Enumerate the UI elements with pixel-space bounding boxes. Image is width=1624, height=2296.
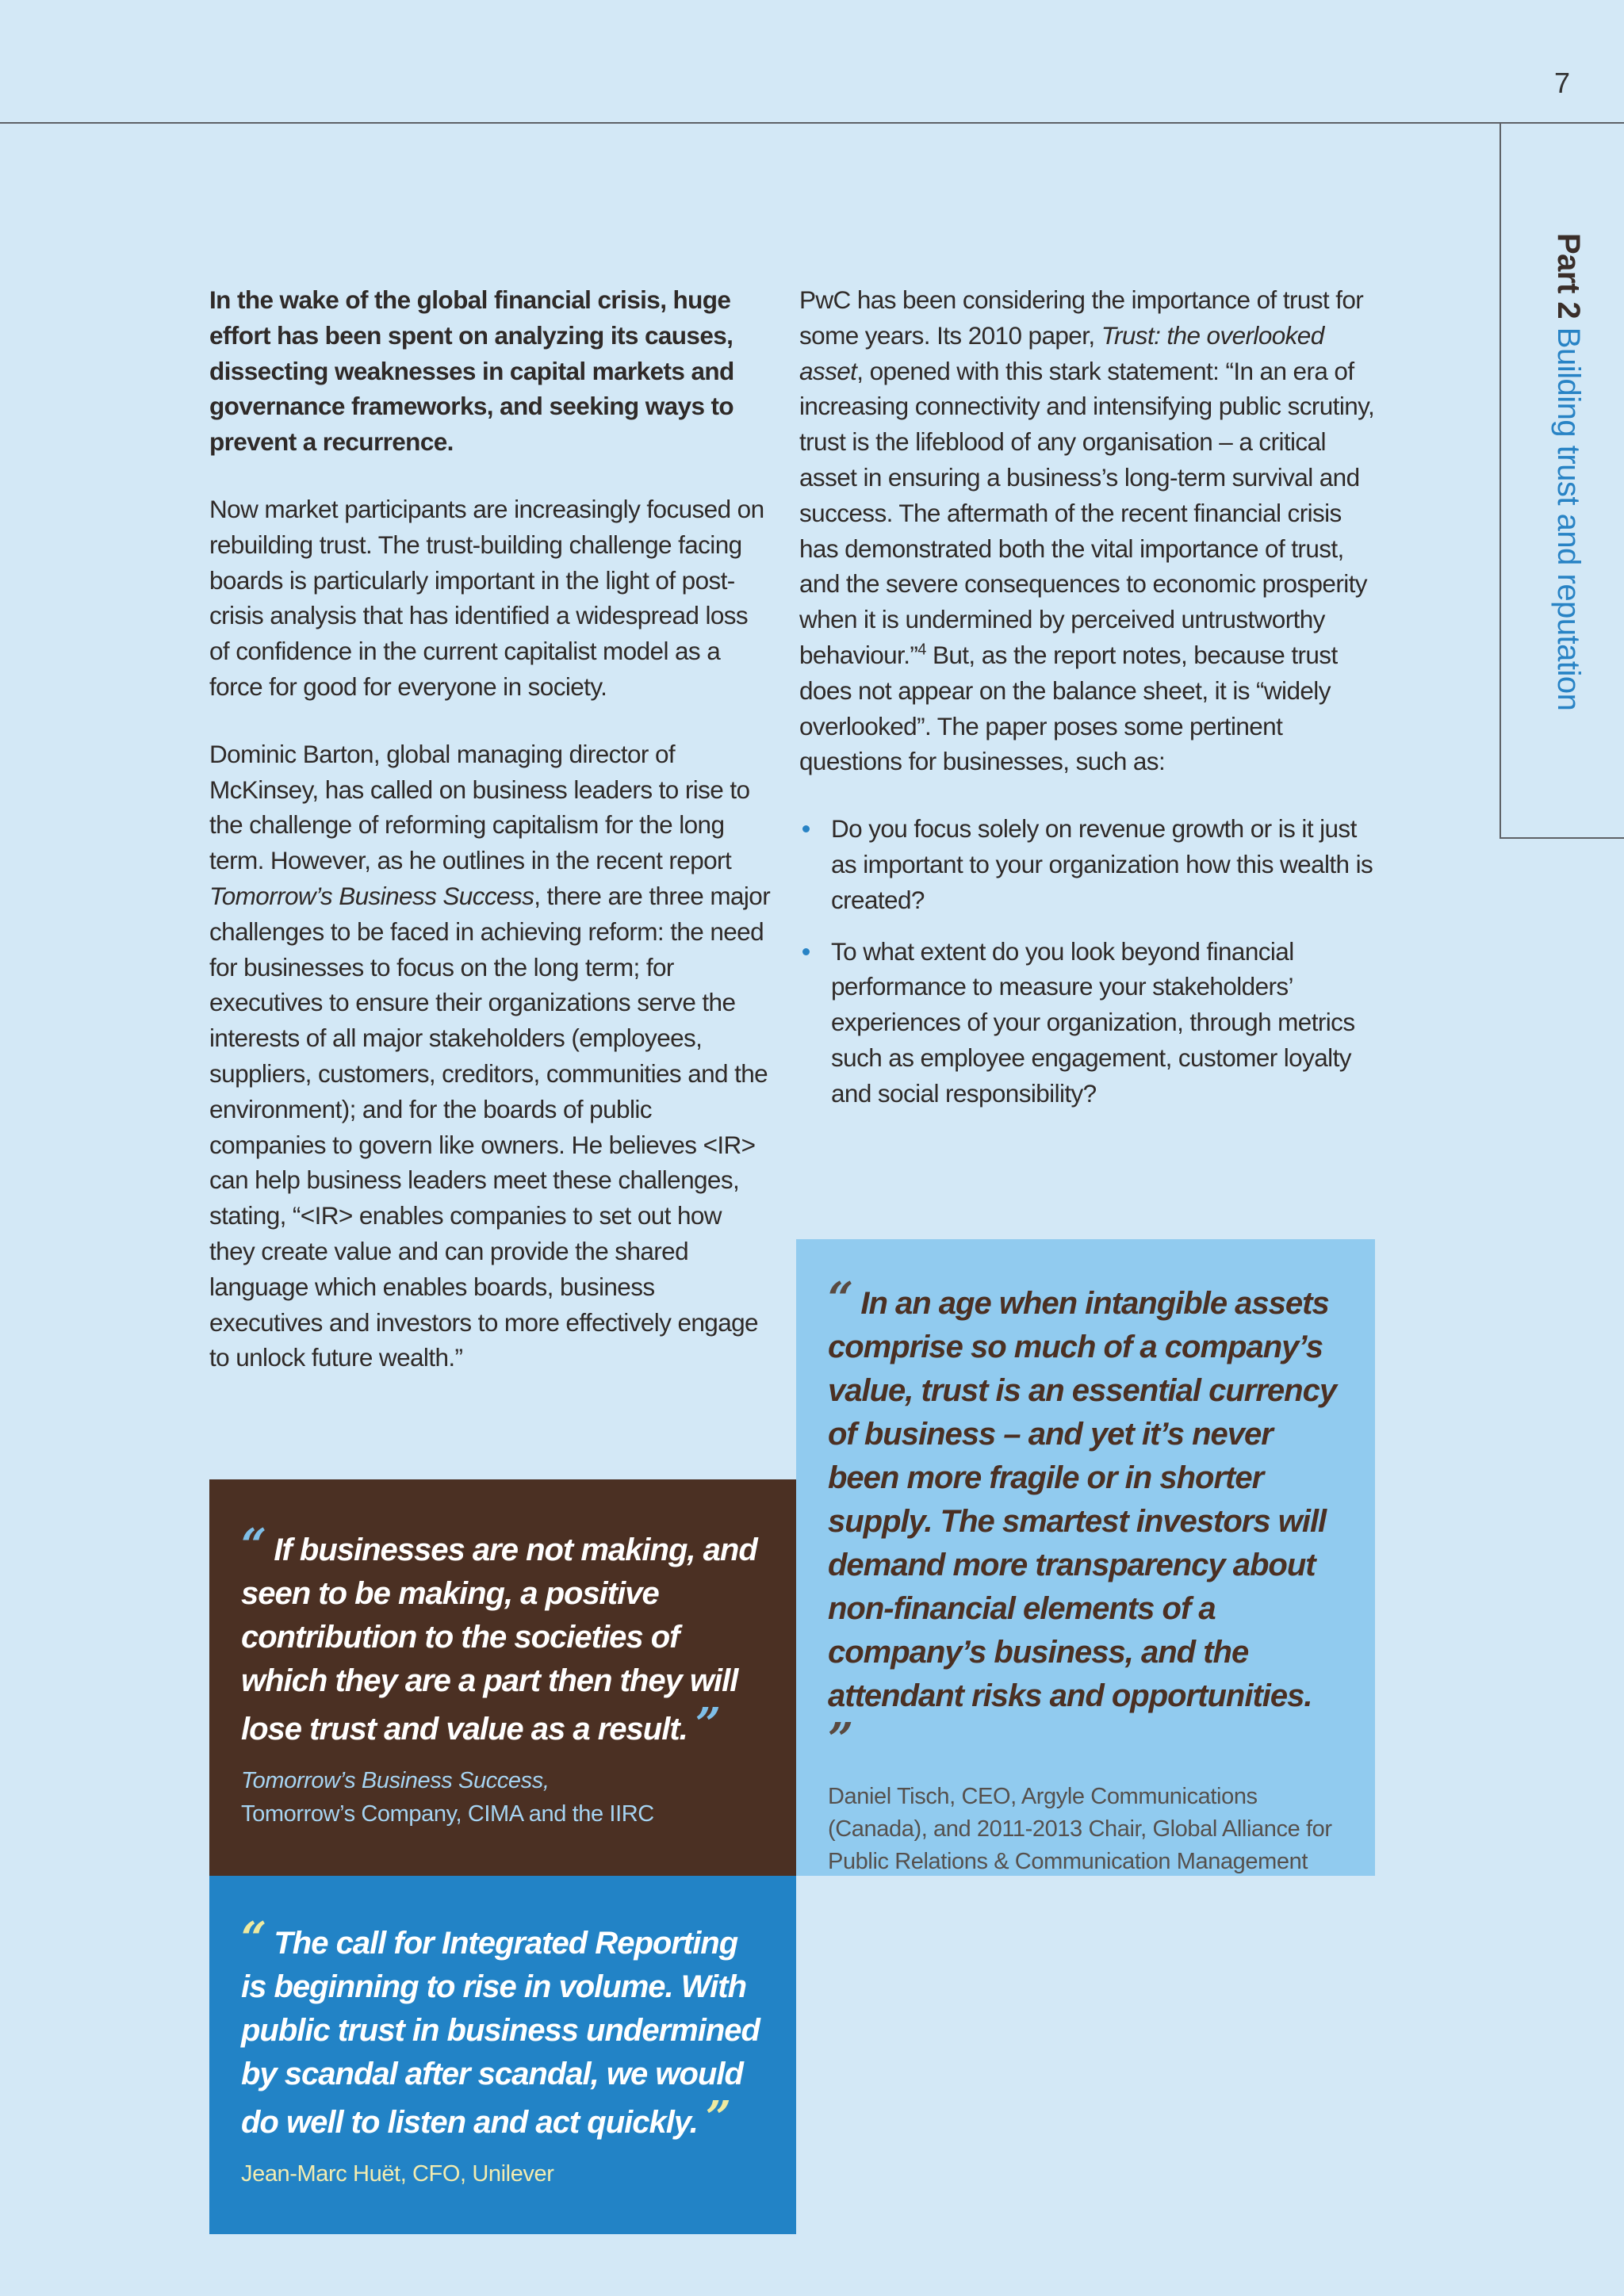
page-number: 7	[1553, 67, 1571, 99]
list-item	[799, 934, 1378, 1112]
paper-title: Trust: the overlooked asset	[799, 320, 1324, 385]
list-item-text: To what extent do you look beyond financial performance to measure your stakeholders’ experiences of your organization, through metrics such as employee engagement, customer loyalty and social responsibility?	[831, 936, 1355, 1108]
paragraph-text: PwC has been considering the importance of trust for some years. Its 2010 paper,	[799, 285, 1364, 350]
right-column	[799, 282, 1378, 1127]
list-item-text: Do you focus solely on revenue growth or is it just as important to your organization how this wealth is created?	[831, 814, 1373, 914]
body-paragraph-2	[209, 737, 772, 1376]
tomorrows-attribution	[241, 1764, 764, 1831]
tisch-quote-text	[828, 1272, 1343, 1766]
left-column	[209, 282, 772, 1376]
open-quote-icon: “	[241, 1912, 266, 1965]
bullet-icon	[802, 825, 810, 832]
bullet-icon	[802, 948, 810, 955]
section-tab-label	[1550, 233, 1586, 710]
attribution-org: Tomorrow’s Company, CIMA and the IIRC	[241, 1801, 654, 1827]
paragraph-text: But, as the report notes, because trust does not appear on the balance sheet, it is “widely overlooked”. The paper poses some pertinent questions for businesses, such as:	[799, 640, 1338, 776]
body-paragraph-1: Now market participants are increasingly focused on rebuilding trust. The trust-building challenge facing boards is particularly important in the light of post-crisis analysis that has identified a widespread loss of confidence in the current capitalist model as a force for good for everyone in society.	[209, 494, 764, 701]
unilever-quote-box	[209, 1876, 796, 2234]
close-quote-icon: ”	[695, 1698, 721, 1751]
report-title: Tomorrow’s Business Success	[209, 881, 534, 910]
header-rule	[0, 122, 1500, 124]
open-quote-icon: “	[828, 1272, 853, 1325]
attribution-title: Tomorrow’s Business Success,	[241, 1768, 550, 1793]
section-title: Building trust and reputation	[1551, 327, 1586, 711]
body-paragraph-3	[799, 282, 1378, 779]
paragraph-text: Dominic Barton, global managing director of McKinsey, has called on business leaders to rise to the challenge of reforming capitalism for the long term. However, as he outlines in the recent report	[209, 739, 750, 875]
tisch-attribution: Daniel Tisch, CEO, Argyle Communications (Canada), and 2011-2013 Chair, Global Alliance for Public Relations & Communication Management	[828, 1784, 1332, 1874]
quote-body: In an age when intangible assets comprise so much of a company’s value, trust is an essential currency of business – and yet it’s never been more fragile or in shorter supply. The smartest investors will demand more transparency about non-financial elements of a company’s business, and the attendant risks and opportunities.	[828, 1286, 1337, 1713]
list-item	[799, 811, 1378, 917]
lead-paragraph: In the wake of the global financial crisis, huge effort has been spent on analyzing its causes, dissecting weaknesses in capital markets and governance frameworks, and seeking ways to prevent a recurrence.	[209, 285, 734, 457]
tomorrows-quote-box	[209, 1479, 796, 1876]
paragraph-text: , there are three major challenges to be faced in achieving reform: the need for businesses to focus on the long term; for executives to ensure their organizations serve the interests of all major stakeholders (employees, suppliers, customers, creditors, communities and the environment); and for the boards of public companies to govern like owners. He believes <IR> can help business leaders meet these challenges, stating, “<IR> enables companies to set out how they create value and can provide the shared language which enables boards, business executives and investors to more effectively engage to unlock future wealth.”	[209, 881, 771, 1372]
close-quote-icon: ”	[828, 1713, 853, 1766]
close-quote-icon: ”	[705, 2091, 731, 2144]
tomorrows-quote-text	[241, 1519, 764, 1751]
question-list	[799, 811, 1378, 1111]
unilever-quote-text	[241, 1912, 764, 2145]
paragraph-text: , opened with this stark statement: “In an era of increasing connectivity and intensifying public scrutiny, trust is the lifeblood of any organisation – a critical asset in ensuring a business’s long-term survival and success. The aftermath of the recent financial crisis has demonstrated both the vital importance of trust, and the severe consequences to economic prosperity when it is undermined by perceived untrustworthy behaviour.”	[799, 356, 1375, 669]
open-quote-icon: “	[241, 1519, 266, 1571]
tisch-quote-box	[796, 1239, 1375, 1876]
section-part: Part 2	[1551, 233, 1586, 320]
quote-body: The call for Integrated Reporting is beginning to rise in volume. With public trust in business undermined by scandal after scandal, we would do well to listen and act quickly.	[241, 1926, 760, 2140]
unilever-attribution: Jean-Marc Huët, CFO, Unilever	[241, 2161, 554, 2187]
footnote-ref: 4	[917, 641, 926, 659]
quote-body: If businesses are not making, and seen to be making, a positive contribution to the societies of which they are a part then they will lose trust and value as a result.	[241, 1533, 757, 1747]
